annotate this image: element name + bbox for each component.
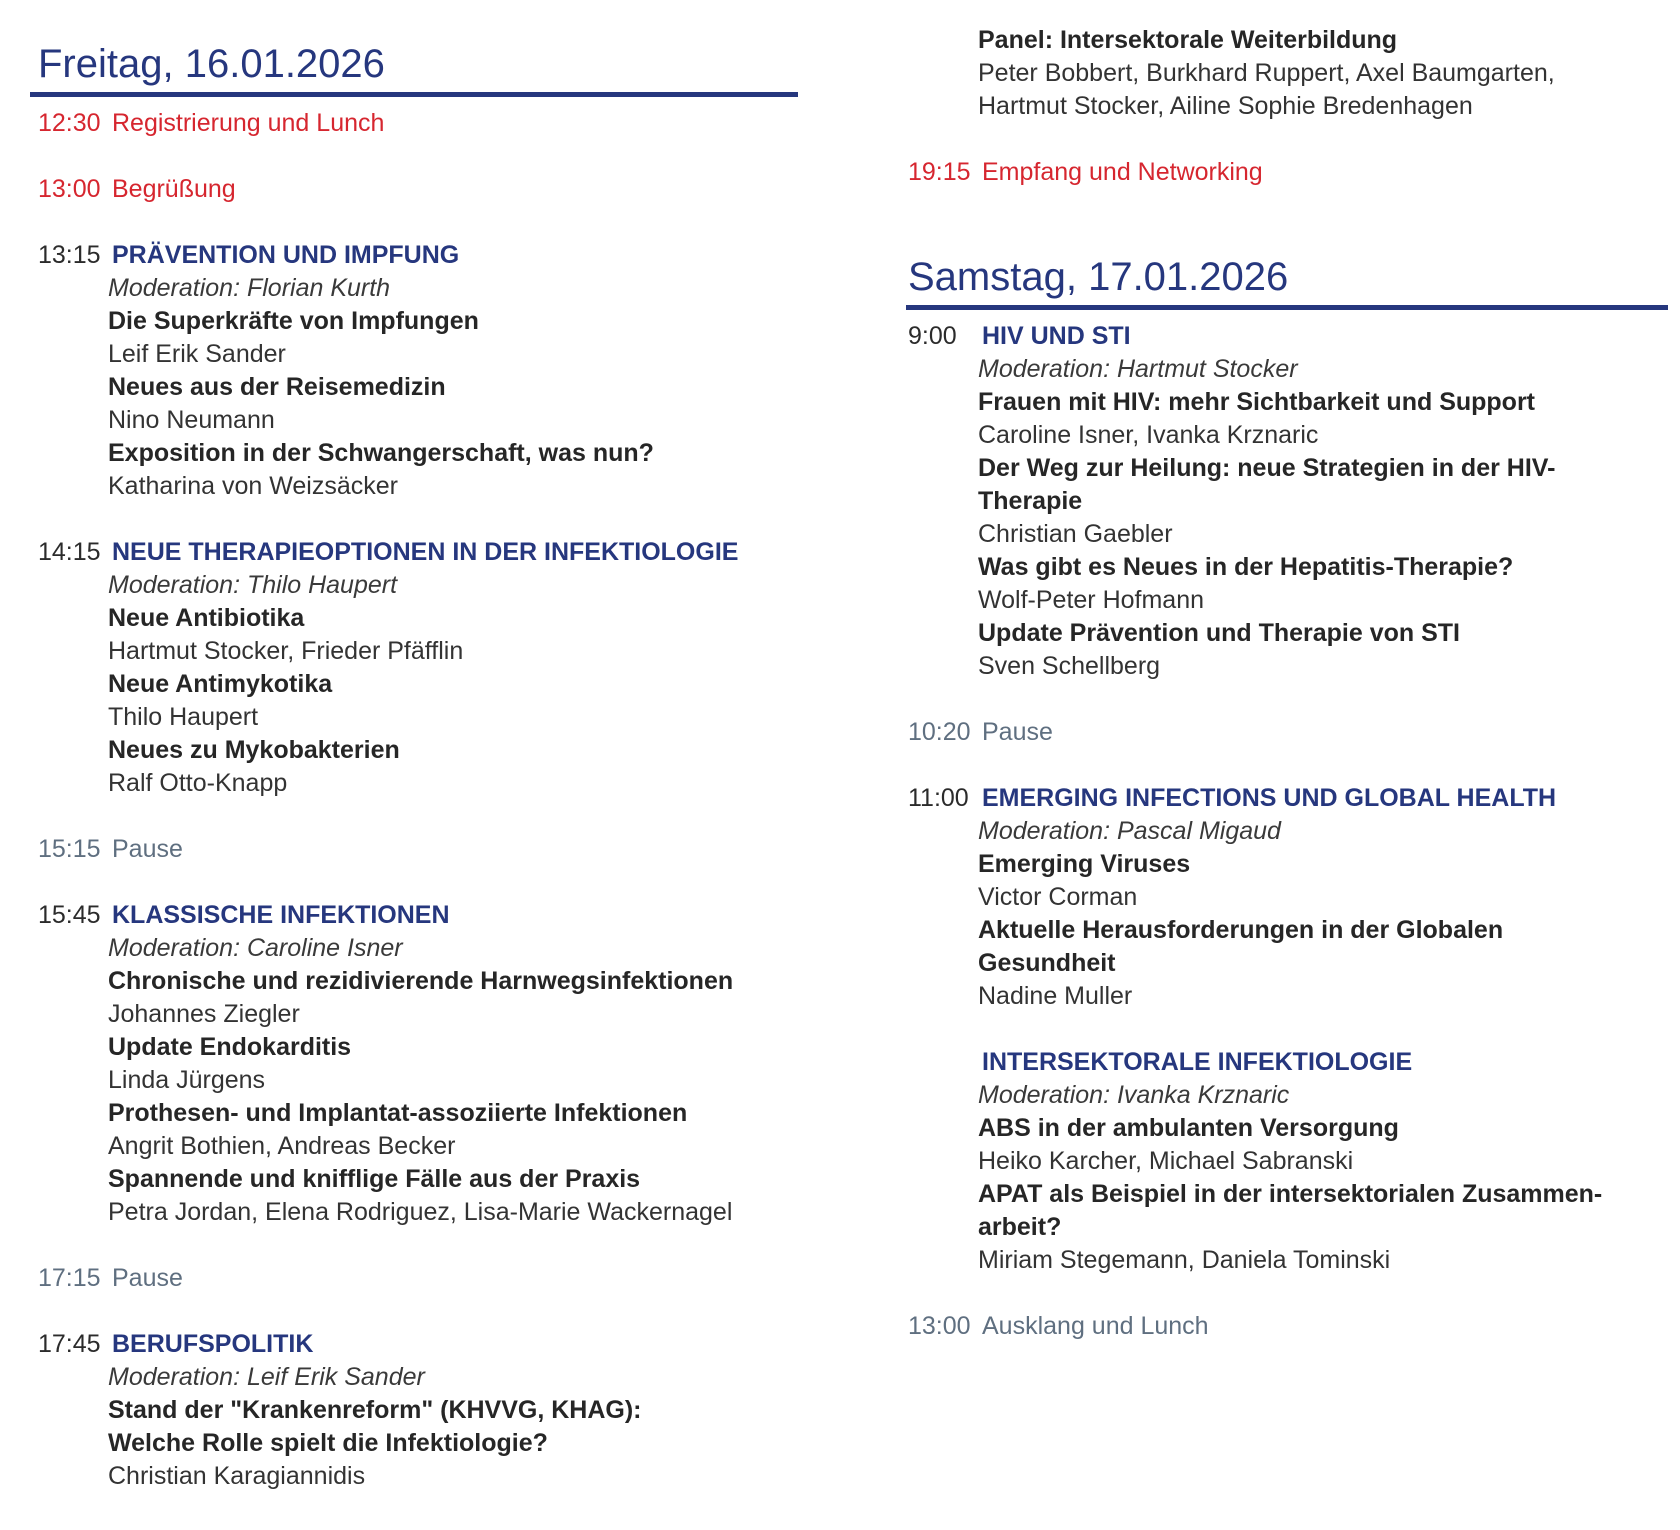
talk-title: Die Superkräfte von Impfungen	[108, 307, 479, 335]
spacer	[908, 1013, 1668, 1046]
talk-title: Chronische und rezidivierende Harnwegsinfektionen	[108, 967, 734, 995]
talk-title: Gesundheit	[978, 949, 1116, 977]
panel-title: Panel: Intersektorale Weiterbildung	[978, 26, 1398, 54]
time-label: 11:00	[908, 784, 969, 812]
moderation: Moderation: Thilo Haupert	[108, 571, 398, 599]
session-header	[38, 1328, 798, 1361]
friday-program	[38, 107, 798, 1493]
talk-title: Neue Antimykotika	[108, 670, 333, 698]
talk-title: arbeit?	[978, 1213, 1062, 1241]
speaker-names: Heiko Karcher, Michael Sabranski	[978, 1147, 1354, 1175]
moderation: Moderation: Hartmut Stocker	[978, 355, 1298, 383]
spacer	[38, 1295, 798, 1328]
speaker-names: Christian Gaebler	[978, 520, 1173, 548]
spacer	[908, 749, 1668, 782]
talk-title: ABS in der ambulanten Versorgung	[978, 1114, 1399, 1142]
event-label: Pause	[982, 718, 1053, 746]
session-title: EMERGING INFECTIONS UND GLOBAL HEALTH	[982, 784, 1557, 812]
talk-title: Emerging Viruses	[978, 850, 1191, 878]
time-label: 10:20	[908, 718, 971, 746]
moderation: Moderation: Ivanka Krznaric	[978, 1081, 1290, 1109]
session-title: NEUE THERAPIEOPTIONEN IN DER INFEKTIOLOGIE	[112, 538, 739, 566]
talk-title: APAT als Beispiel in der intersektorialen Zusammen-	[978, 1180, 1603, 1208]
speaker-names: Caroline Isner, Ivanka Krznaric	[978, 421, 1319, 449]
moderation: Moderation: Pascal Migaud	[978, 817, 1281, 845]
time-label: 13:15	[38, 241, 101, 269]
session-title: KLASSISCHE INFEKTIONEN	[112, 901, 450, 929]
speaker-names: Miriam Stegemann, Daniela Tominski	[978, 1246, 1391, 1274]
event-label: Pause	[112, 835, 183, 863]
talk-title: Stand der "Krankenreform" (KHVVG, KHAG):	[108, 1396, 642, 1424]
speaker-names: Angrit Bothien, Andreas Becker	[108, 1132, 456, 1160]
spacer	[38, 206, 798, 239]
spacer	[38, 800, 798, 833]
talk-title: Exposition in der Schwangerschaft, was nun?	[108, 439, 654, 467]
session-header	[908, 320, 1668, 353]
event-label: Pause	[112, 1264, 183, 1292]
time-label: 15:45	[38, 901, 101, 929]
spacer	[38, 140, 798, 173]
moderation: Moderation: Leif Erik Sander	[108, 1363, 425, 1391]
speaker-names: Nino Neumann	[108, 406, 275, 434]
session-title: PRÄVENTION UND IMPFUNG	[112, 241, 460, 269]
day-heading: Freitag, 16.01.2026	[30, 36, 798, 97]
session-header	[38, 536, 798, 569]
speaker-names: Petra Jordan, Elena Rodriguez, Lisa-Marie Wackernagel	[108, 1198, 733, 1226]
talk-title: Update Prävention und Therapie von STI	[978, 619, 1461, 647]
speaker-names: Hartmut Stocker, Frieder Pfäfflin	[108, 637, 464, 665]
session-header	[908, 782, 1668, 815]
session-title: BERUFSPOLITIK	[112, 1330, 314, 1358]
speaker-names: Sven Schellberg	[978, 652, 1161, 680]
speaker-names: Wolf-Peter Hofmann	[978, 586, 1205, 614]
session-header	[38, 899, 798, 932]
time-label: 9:00	[908, 322, 957, 350]
program-event	[908, 156, 1668, 189]
time-label: 17:45	[38, 1330, 101, 1358]
session-title: HIV UND STI	[982, 322, 1131, 350]
talk-title: Therapie	[978, 487, 1083, 515]
talk-title: Aktuelle Herausforderungen in der Globalen	[978, 916, 1504, 944]
time-label: 19:15	[908, 158, 971, 186]
event-label: Registrierung und Lunch	[112, 109, 385, 137]
spacer	[908, 683, 1668, 716]
talk-title: Welche Rolle spielt die Infektiologie?	[108, 1429, 548, 1457]
speaker-names: Katharina von Weizsäcker	[108, 472, 398, 500]
moderation: Moderation: Florian Kurth	[108, 274, 391, 302]
speaker-names: Johannes Ziegler	[108, 1000, 300, 1028]
program-event	[38, 1262, 798, 1295]
time-label: 13:00	[908, 1312, 971, 1340]
speaker-names: Linda Jürgens	[108, 1066, 266, 1094]
speaker-names: Victor Corman	[978, 883, 1138, 911]
program-event	[38, 173, 798, 206]
spacer	[38, 1229, 798, 1262]
moderation: Moderation: Caroline Isner	[108, 934, 403, 962]
speaker-names: Nadine Muller	[978, 982, 1133, 1010]
session-title: INTERSEKTORALE INFEKTIOLOGIE	[982, 1048, 1413, 1076]
talk-title: Neue Antibiotika	[108, 604, 305, 632]
talk-title: Was gibt es Neues in der Hepatitis-Therapie?	[978, 553, 1514, 581]
talk-title: Der Weg zur Heilung: neue Strategien in der HIV-	[978, 454, 1556, 482]
speaker-names: Leif Erik Sander	[108, 340, 286, 368]
program-event	[908, 1310, 1668, 1343]
program-event	[908, 716, 1668, 749]
panel-speakers: Peter Bobbert, Burkhard Ruppert, Axel Baumgarten,	[978, 59, 1555, 87]
panel-speakers: Hartmut Stocker, Ailine Sophie Bredenhagen	[978, 92, 1473, 120]
session-header	[38, 239, 798, 272]
speaker-names: Thilo Haupert	[108, 703, 259, 731]
speaker-names: Ralf Otto-Knapp	[108, 769, 288, 797]
talk-title: Prothesen- und Implantat-assoziierte Infektionen	[108, 1099, 688, 1127]
spacer	[908, 1277, 1668, 1310]
time-label: 17:15	[38, 1264, 101, 1292]
saturday-program	[908, 320, 1668, 1343]
program-event	[38, 833, 798, 866]
talk-title: Neues zu Mykobakterien	[108, 736, 400, 764]
talk-title: Neues aus der Reisemedizin	[108, 373, 446, 401]
day-heading: Samstag, 17.01.2026	[906, 249, 1668, 310]
speaker-names: Christian Karagiannidis	[108, 1462, 366, 1490]
talk-title: Update Endokarditis	[108, 1033, 352, 1061]
event-label: Empfang und Networking	[982, 158, 1263, 186]
program-event	[38, 107, 798, 140]
talk-title: Frauen mit HIV: mehr Sichtbarkeit und Support	[978, 388, 1536, 416]
event-label: Ausklang und Lunch	[982, 1312, 1209, 1340]
spacer	[38, 866, 798, 899]
time-label: 12:30	[38, 109, 101, 137]
event-label: Begrüßung	[112, 175, 236, 203]
session-header	[908, 1046, 1668, 1079]
saturday-column	[908, 0, 1668, 1343]
time-label: 15:15	[38, 835, 101, 863]
time-label: 14:15	[38, 538, 101, 566]
friday-column	[38, 0, 798, 1493]
time-label: 13:00	[38, 175, 101, 203]
spacer	[38, 503, 798, 536]
talk-title: Spannende und knifflige Fälle aus der Praxis	[108, 1165, 641, 1193]
